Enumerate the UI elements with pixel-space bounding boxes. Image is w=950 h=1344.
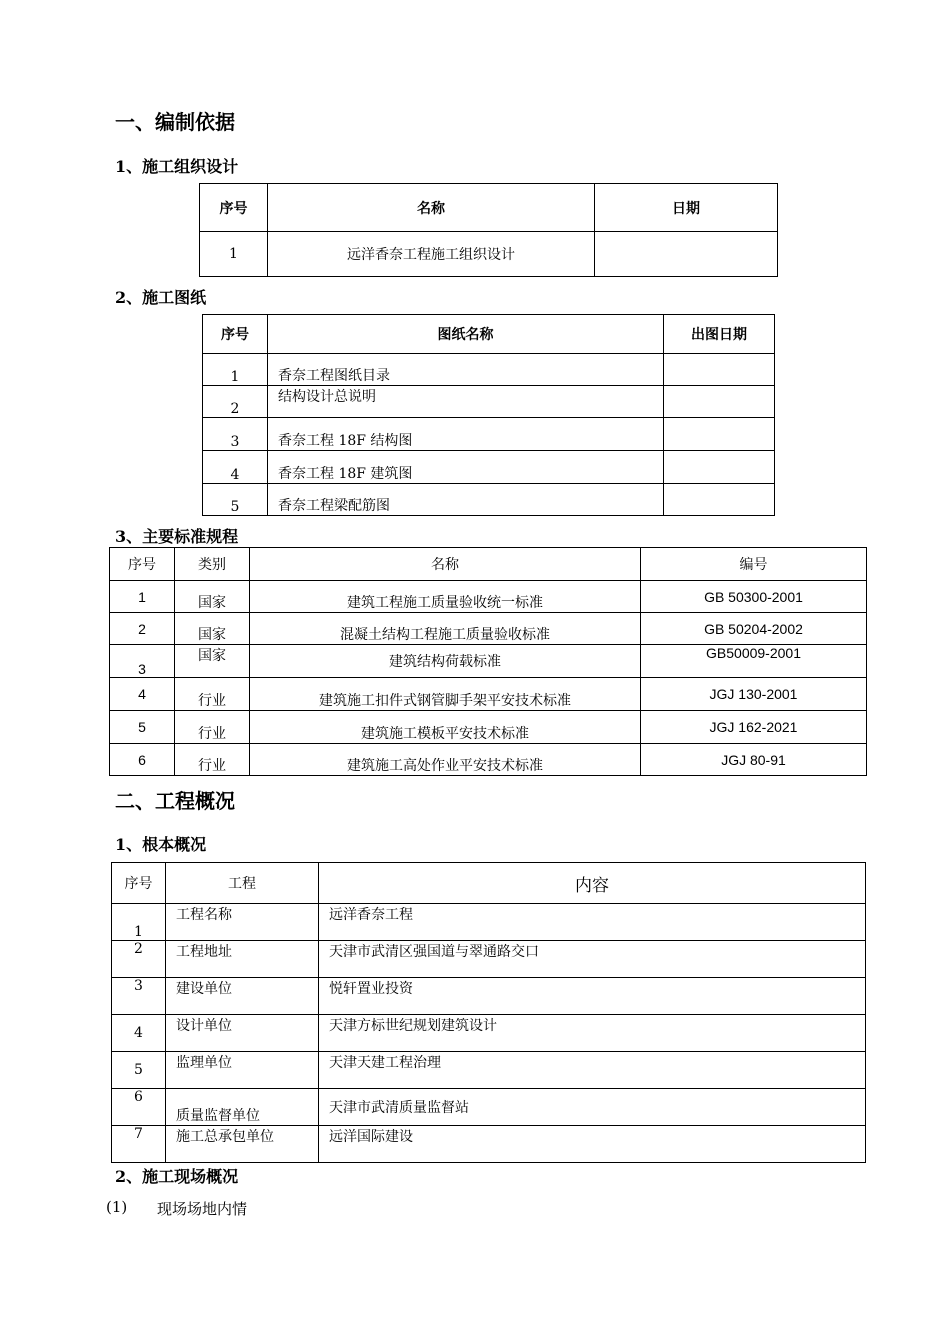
header-cell: 名称 xyxy=(250,548,641,581)
cell: 远洋国际建设 xyxy=(319,1126,866,1163)
cell: 建筑施工高处作业平安技术标准 xyxy=(250,744,641,776)
cell: 5 xyxy=(112,1052,166,1089)
subsection-title-site-overview: 2、施工现场概况 xyxy=(115,1167,239,1186)
header-cell: 出图日期 xyxy=(664,315,775,354)
table-row xyxy=(110,581,867,613)
table-row xyxy=(112,1015,866,1052)
cell: 建筑施工模板平安技术标准 xyxy=(250,711,641,744)
cell: 3 xyxy=(110,645,175,678)
table-row xyxy=(200,232,778,277)
table-row xyxy=(203,354,775,386)
table-row xyxy=(203,418,775,451)
subsection-title-basic-overview: 1、根本概况 xyxy=(115,835,207,854)
cell: 4 xyxy=(110,678,175,711)
cell: 工程地址 xyxy=(166,941,319,978)
table-row xyxy=(203,451,775,484)
table-header-row xyxy=(110,548,867,581)
header-cell: 序号 xyxy=(200,184,268,232)
cell: 3 xyxy=(112,978,166,1015)
table-row xyxy=(110,613,867,645)
header-cell: 名称 xyxy=(268,184,595,232)
cell xyxy=(664,484,775,516)
cell: GB50009-2001 xyxy=(641,645,867,678)
table-row xyxy=(112,978,866,1015)
cell: 国家 xyxy=(175,645,250,678)
cell: 7 xyxy=(112,1126,166,1163)
table-row xyxy=(110,678,867,711)
list-item-text: 现场场地内情 xyxy=(157,1200,248,1218)
section-title-overview: 二、工程概况 xyxy=(115,789,235,813)
cell: 1 xyxy=(110,581,175,613)
header-cell: 日期 xyxy=(595,184,778,232)
table-row xyxy=(112,1052,866,1089)
table-row xyxy=(110,744,867,776)
cell: 行业 xyxy=(175,678,250,711)
table-row xyxy=(112,904,866,941)
cell xyxy=(595,232,778,277)
table-row xyxy=(112,1126,866,1163)
table-row xyxy=(110,645,867,678)
cell: GB 50204-2002 xyxy=(641,613,867,645)
cell: 国家 xyxy=(175,581,250,613)
cell: 国家 xyxy=(175,613,250,645)
cell: 天津天建工程治理 xyxy=(319,1052,866,1089)
cell: 结构设计总说明 xyxy=(268,386,664,418)
cell: 2 xyxy=(203,386,268,418)
cell: 3 xyxy=(203,418,268,451)
cell: 香奈工程图纸目录 xyxy=(268,354,664,386)
cell: 远洋香奈工程 xyxy=(319,904,866,941)
subsection-title-organization-design: 1、施工组织设计 xyxy=(115,157,239,176)
header-cell: 序号 xyxy=(203,315,268,354)
cell: 4 xyxy=(203,451,268,484)
header-cell: 类别 xyxy=(175,548,250,581)
table-row xyxy=(112,1089,866,1126)
table-header-row xyxy=(112,863,866,904)
cell: 香奈工程 18F 结构图 xyxy=(268,418,664,451)
table-header-row xyxy=(200,184,778,232)
cell: 香奈工程 18F 建筑图 xyxy=(268,451,664,484)
header-cell: 工程 xyxy=(166,863,319,904)
subsection-title-standards: 3、主要标准规程 xyxy=(115,527,239,546)
table-row xyxy=(203,484,775,516)
cell: 混凝土结构工程施工质量验收标准 xyxy=(250,613,641,645)
cell: 天津市武清质量监督站 xyxy=(319,1089,866,1126)
cell: 天津方标世纪规划建筑设计 xyxy=(319,1015,866,1052)
cell xyxy=(664,354,775,386)
cell: 建筑结构荷载标准 xyxy=(250,645,641,678)
cell: 香奈工程梁配筋图 xyxy=(268,484,664,516)
cell: 施工总承包单位 xyxy=(166,1126,319,1163)
cell: 远洋香奈工程施工组织设计 xyxy=(268,232,595,277)
section-title-basis: 一、编制依据 xyxy=(115,110,235,134)
basic-overview-table xyxy=(111,862,866,1163)
table-row xyxy=(203,386,775,418)
cell: 1 xyxy=(112,904,166,941)
table-row xyxy=(110,711,867,744)
organization-design-table xyxy=(199,183,778,277)
cell: 5 xyxy=(110,711,175,744)
cell xyxy=(664,386,775,418)
cell: 6 xyxy=(112,1089,166,1126)
cell: JGJ 130-2001 xyxy=(641,678,867,711)
cell: 行业 xyxy=(175,711,250,744)
cell: 建筑工程施工质量验收统一标准 xyxy=(250,581,641,613)
cell: GB 50300-2001 xyxy=(641,581,867,613)
cell: 设计单位 xyxy=(166,1015,319,1052)
cell: 天津市武清区强国道与翠通路交口 xyxy=(319,941,866,978)
cell: 行业 xyxy=(175,744,250,776)
header-cell: 编号 xyxy=(641,548,867,581)
header-cell: 序号 xyxy=(110,548,175,581)
cell: 1 xyxy=(203,354,268,386)
cell: 质量监督单位 xyxy=(166,1089,319,1126)
cell: 建设单位 xyxy=(166,978,319,1015)
cell: 2 xyxy=(110,613,175,645)
cell: JGJ 162-2021 xyxy=(641,711,867,744)
drawings-table xyxy=(202,314,775,516)
cell: 悦轩置业投资 xyxy=(319,978,866,1015)
list-item-number: (1) xyxy=(106,1198,128,1216)
table-row xyxy=(112,941,866,978)
cell: 建筑施工扣件式钢管脚手架平安技术标准 xyxy=(250,678,641,711)
cell: JGJ 80-91 xyxy=(641,744,867,776)
subsection-title-drawings: 2、施工图纸 xyxy=(115,288,207,307)
cell: 4 xyxy=(112,1015,166,1052)
cell: 1 xyxy=(200,232,268,277)
header-cell: 序号 xyxy=(112,863,166,904)
cell: 5 xyxy=(203,484,268,516)
header-cell: 图纸名称 xyxy=(268,315,664,354)
cell xyxy=(664,451,775,484)
header-cell: 内容 xyxy=(319,863,866,904)
cell: 6 xyxy=(110,744,175,776)
standards-table xyxy=(109,547,867,776)
cell: 监理单位 xyxy=(166,1052,319,1089)
cell: 2 xyxy=(112,941,166,978)
cell xyxy=(664,418,775,451)
table-header-row xyxy=(203,315,775,354)
cell: 工程名称 xyxy=(166,904,319,941)
